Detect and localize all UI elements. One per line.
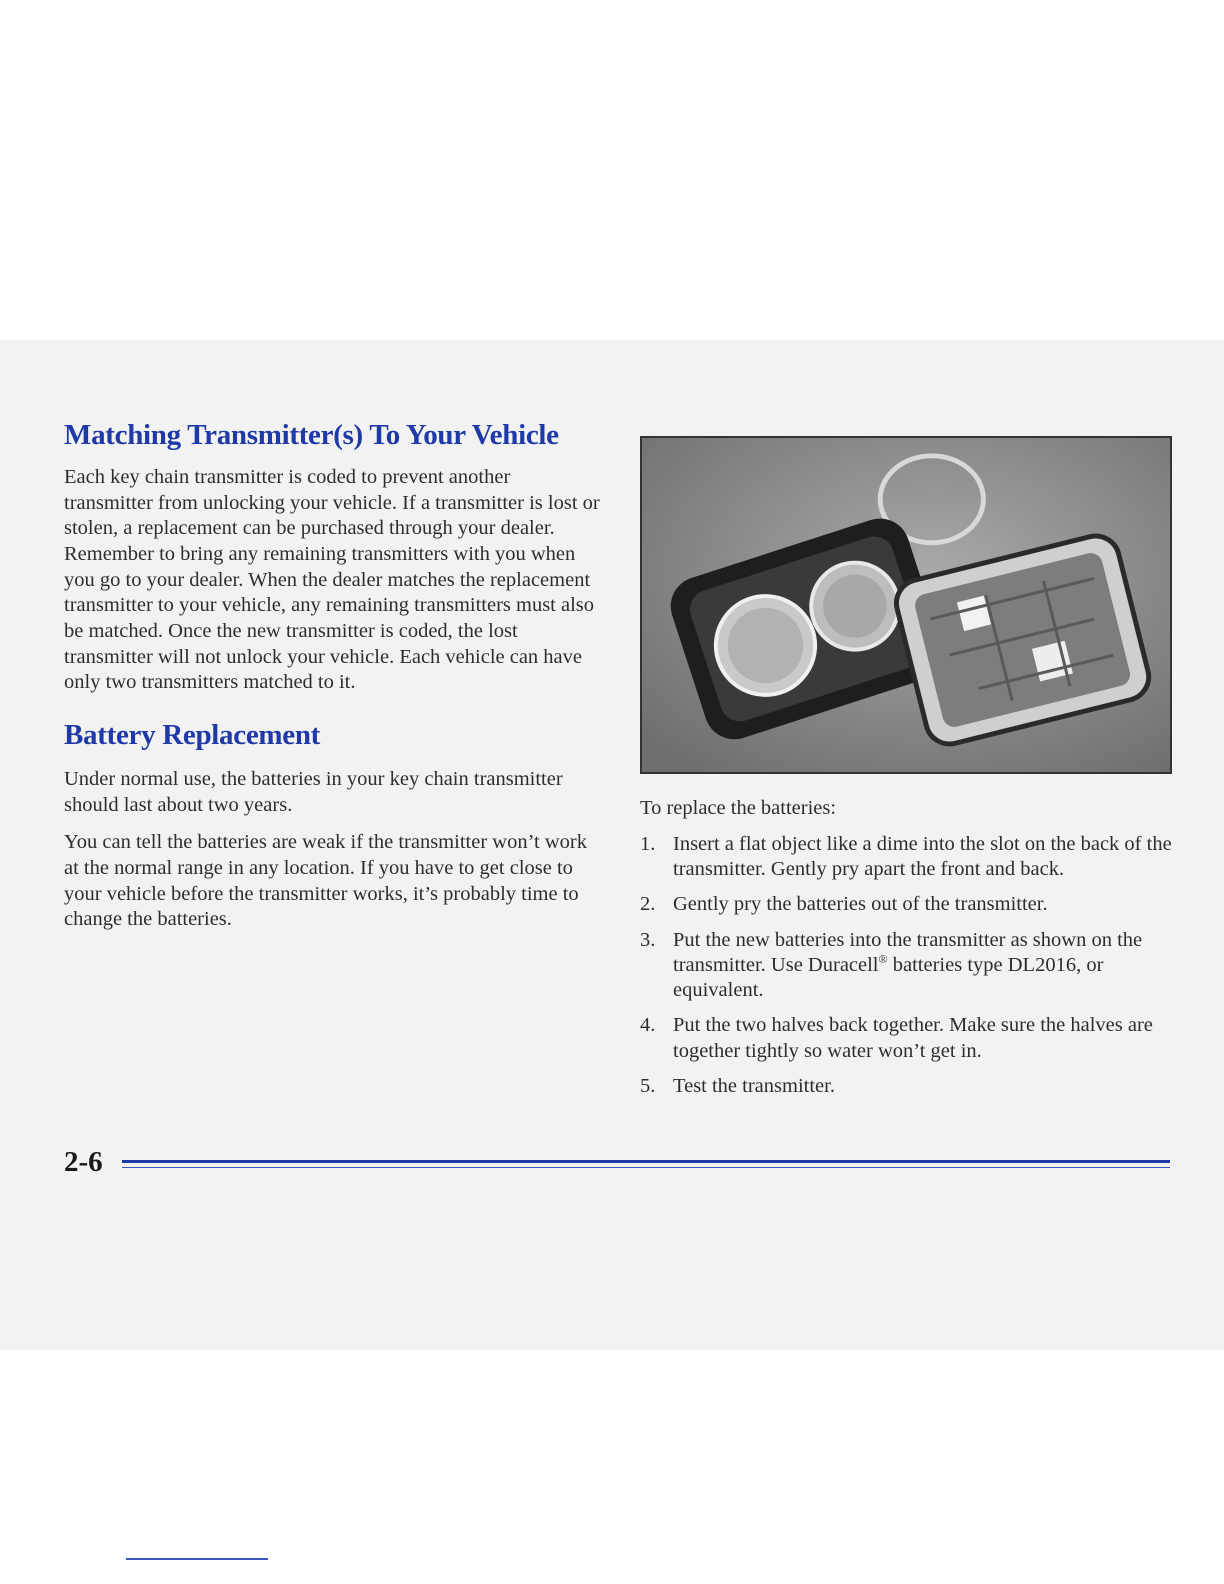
- list-item: [640, 832, 1180, 883]
- replace-intro: To replace the batteries:: [640, 797, 837, 819]
- battery-steps-list: [640, 832, 1180, 1100]
- transmitter-photo: [640, 436, 1172, 774]
- step-number: 2.: [640, 893, 656, 916]
- list-item: [640, 1074, 1180, 1099]
- footer-rule-thin: [122, 1167, 1170, 1168]
- footer-rule: [122, 1160, 1170, 1163]
- key-fob-illustration: [642, 438, 1170, 772]
- step-text: Put the new batteries into the transmitter as shown on the transmitter. Use Duracell: [673, 928, 1143, 976]
- heading-matching-transmitters: Matching Transmitter(s) To Your Vehicle: [64, 419, 559, 451]
- step-number: 1.: [640, 832, 656, 855]
- left-column: [64, 418, 604, 945]
- step-number: 5.: [640, 1075, 656, 1098]
- right-column: [640, 436, 1180, 1109]
- registered-mark: ®: [878, 952, 888, 967]
- bottom-underline: [126, 1558, 268, 1560]
- heading-battery-replacement: Battery Replacement: [64, 719, 321, 752]
- step-number: 4.: [640, 1014, 656, 1037]
- list-item: [640, 928, 1180, 1004]
- list-item: [640, 1013, 1180, 1064]
- matching-body-paragraph: Each key chain transmitter is coded to prevent another transmitter from unlocking your vehicle. If a transmitter is lost or stolen, a replacement can be purchased through your dealer. Remember to bring any remaining transmitters with you when you go to your dealer. When the dealer matches the replacement transmitter to your vehicle, any remaining transmitters must also be matched. Once the new transmitter is coded, the lost transmitter will not unlock your vehicle. Each vehicle can have only two transmitters matched to it.: [64, 465, 600, 694]
- list-item: [640, 892, 1180, 917]
- step-text: Put the two halves back together. Make sure the halves are together tightly so water won’t get in.: [673, 1014, 1153, 1062]
- step-number: 3.: [640, 928, 656, 951]
- step-text: Gently pry the batteries out of the transmitter.: [673, 893, 1048, 916]
- step-text-continued: batteries type DL2016, or equivalent.: [673, 953, 1104, 1002]
- page-number: 2-6: [64, 1146, 103, 1178]
- step-text: Test the transmitter.: [673, 1075, 835, 1098]
- battery-paragraph-1: Under normal use, the batteries in your key chain transmitter should last about two years.: [64, 767, 563, 816]
- battery-paragraph-2: You can tell the batteries are weak if the transmitter won’t work at the normal range in any location. If you have to get close to your vehicle before the transmitter works, it’s probably time to change the batteries.: [64, 831, 587, 931]
- step-text: Insert a flat object like a dime into the slot on the back of the transmitter. Gently pry apart the front and back.: [673, 832, 1172, 880]
